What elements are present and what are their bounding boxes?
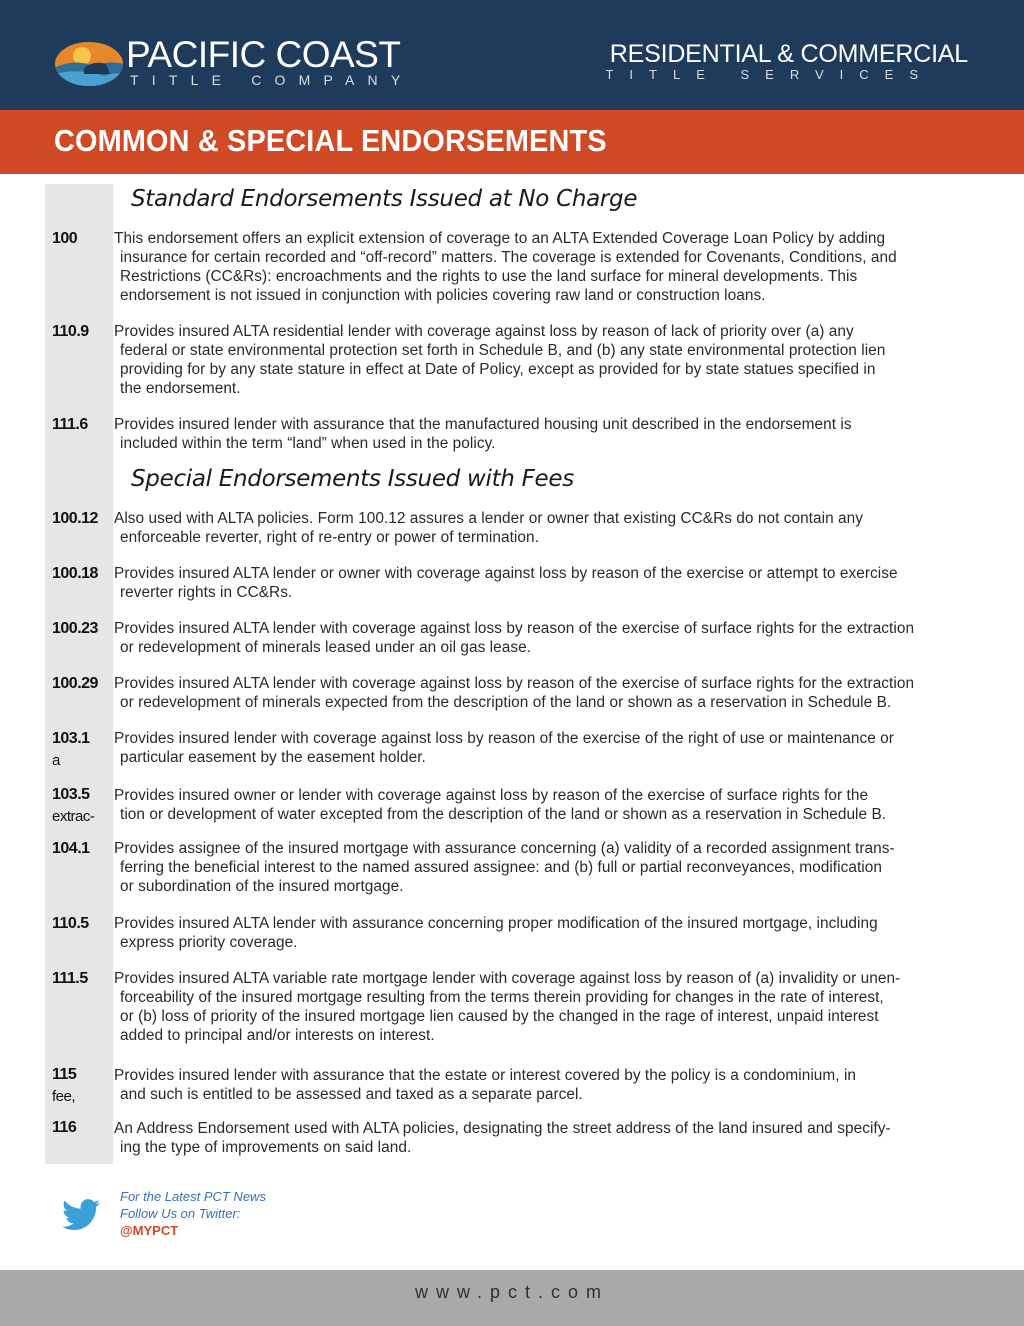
special-section-title: Special Endorsements Issued with Fees (131, 466, 574, 492)
endorsement-code: 100 (52, 230, 78, 247)
code-number: 103.5 (52, 786, 90, 803)
code-number: 111.5 (52, 970, 88, 987)
services-subtitle: TITLE SERVICES (605, 67, 934, 82)
code-number: 115 (52, 1066, 77, 1083)
endorsement-code (52, 1117, 76, 1139)
description-continuation: particular easement by the easement holder. (120, 749, 426, 766)
description-line: Provides insured lender with coverage against loss by reason of the exercise of the right of use or maintenance or (114, 730, 894, 747)
endorsement-description (114, 322, 964, 398)
endorsement-code (52, 913, 89, 935)
header (0, 0, 1024, 110)
code-suffix: fee, (52, 1088, 76, 1105)
page-title: COMMON & SPECIAL ENDORSEMENTS (54, 123, 607, 158)
code-number: 100.12 (52, 510, 98, 527)
description-line: Provides insured owner or lender with coverage against loss by reason of the exercise of surface rights for the (114, 787, 869, 804)
description-continuation: or redevelopment of minerals expected from the description of the land or shown as a reservation in Schedule B. (120, 694, 892, 711)
endorsement-description (114, 1119, 964, 1157)
promo-line-1: For the Latest PCT News (120, 1189, 266, 1204)
code-suffix: a (52, 752, 60, 769)
description-continuation: included within the term “land” when used in the policy. (120, 435, 496, 452)
code-number: 100.18 (52, 565, 98, 582)
twitter-bird-icon[interactable] (62, 1198, 100, 1232)
endorsement-description (114, 786, 964, 824)
endorsement-code (52, 1064, 76, 1108)
endorsement-code (52, 618, 98, 640)
description-line: Provides insured ALTA lender with assurance concerning proper modification of the insured mortgage, including (114, 915, 878, 932)
endorsement-description (114, 914, 964, 952)
standard-section-title: Standard Endorsements Issued at No Charge (131, 186, 638, 212)
description-continuation: and such is entitled to be assessed and taxed as a separate parcel. (120, 1086, 583, 1103)
endorsement-code (52, 784, 94, 828)
footer (0, 1270, 1024, 1326)
description-line: Provides insured lender with assurance that the estate or interest covered by the policy is a condominium, in (114, 1067, 857, 1084)
endorsement-description (114, 839, 964, 896)
description-line: Provides assignee of the insured mortgage with assurance concerning (a) validity of a recorded assignment trans- (114, 840, 895, 857)
title-banner (0, 110, 1024, 174)
endorsement-description (114, 509, 964, 547)
description-continuation: tion or development of water excepted from the description of the land or shown as a reservation in Schedule B. (120, 806, 887, 823)
endorsement-code (52, 838, 90, 860)
services-title: RESIDENTIAL & COMMERCIAL (609, 40, 968, 68)
description-continuation: insurance for certain recorded and “off-record” matters. The coverage is extended for Covenants, Conditions, and Restrictions (CC&Rs): encroachments and the rights to use the land surface for mineral developments. This endorsement is not issued in conjunction with policies covering raw land or construction loans. (120, 249, 897, 304)
description-line: An Address Endorsement used with ALTA policies, designating the street address of the land insured and specify- (114, 1120, 891, 1137)
promo-line-2: Follow Us on Twitter: (120, 1206, 241, 1221)
pacific-coast-logo-icon (54, 38, 124, 88)
endorsement-code (52, 508, 98, 530)
code-number: 103.1 (52, 730, 90, 747)
description-line: Provides insured ALTA residential lender with coverage against loss by reason of lack of priority over (a) any (114, 323, 854, 340)
endorsement-code (52, 728, 90, 772)
endorsement-code: 110.9 (52, 323, 89, 340)
brand-subtitle: TITLE COMPANY (130, 72, 414, 88)
endorsement-description (114, 415, 964, 453)
code-number: 104.1 (52, 840, 90, 857)
description-line: This endorsement offers an explicit extension of coverage to an ALTA Extended Coverage Loan Policy by adding (114, 230, 886, 247)
description-continuation: reverter rights in CC&Rs. (120, 584, 293, 601)
description-line: Provides insured ALTA lender with coverage against loss by reason of the exercise of surface rights for the extraction (114, 620, 915, 637)
endorsement-description (114, 1066, 964, 1104)
twitter-promo (120, 1188, 266, 1239)
description-line: Also used with ALTA policies. Form 100.12 assures a lender or owner that existing CC&Rs do not contain any (114, 510, 863, 527)
endorsement-description (114, 674, 964, 712)
endorsement-code (52, 968, 88, 990)
endorsement-code: 111.6 (52, 416, 88, 433)
description-continuation: ferring the beneficial interest to the named assured assignee: and (b) full or partial reconveyances, modification or subordination of the insured mortgage. (120, 859, 882, 895)
description-continuation: express priority coverage. (120, 934, 298, 951)
endorsement-description (114, 229, 964, 305)
brand-name: PACIFIC COAST (126, 34, 401, 75)
endorsement-code (52, 563, 98, 585)
code-suffix: extrac- (52, 808, 95, 825)
code-number: 100.23 (52, 620, 98, 637)
description-continuation: or redevelopment of minerals leased under an oil gas lease. (120, 639, 532, 656)
website-link[interactable]: www.pct.com (414, 1282, 610, 1302)
code-number: 110.5 (52, 915, 89, 932)
twitter-handle-link[interactable]: @MYPCT (120, 1223, 179, 1238)
endorsement-description (114, 729, 964, 767)
endorsement-description (114, 969, 964, 1045)
description-line: Provides insured ALTA lender with coverage against loss by reason of the exercise of surface rights for the extraction (114, 675, 915, 692)
description-line: Provides insured ALTA lender or owner with coverage against loss by reason of the exercise or attempt to exercise (114, 565, 898, 582)
description-continuation: enforceable reverter, right of re-entry or power of termination. (120, 529, 539, 546)
code-number: 116 (52, 1119, 77, 1136)
endorsement-description (114, 619, 964, 657)
endorsement-code (52, 673, 98, 695)
description-continuation: ing the type of improvements on said land. (120, 1139, 412, 1156)
description-line: Provides insured lender with assurance that the manufactured housing unit described in the endorsement is (114, 416, 852, 433)
description-line: Provides insured ALTA variable rate mortgage lender with coverage against loss by reason of (a) invalidity or unen- (114, 970, 901, 987)
description-continuation: forceability of the insured mortgage resulting from the terms therein providing for changes in the rate of interest, or (b) loss of priority of the insured mortgage lien caused by the changed in the rage of interest, unpaid interest added to principal and/or interests on interest. (120, 989, 884, 1044)
code-number: 100.29 (52, 675, 98, 692)
description-continuation: federal or state environmental protection set forth in Schedule B, and (b) any state environmental protection lien providing for by any state stature in effect at Date of Policy, except as provided for by state statues specified in the endorsement. (120, 342, 886, 397)
endorsement-description (114, 564, 964, 602)
